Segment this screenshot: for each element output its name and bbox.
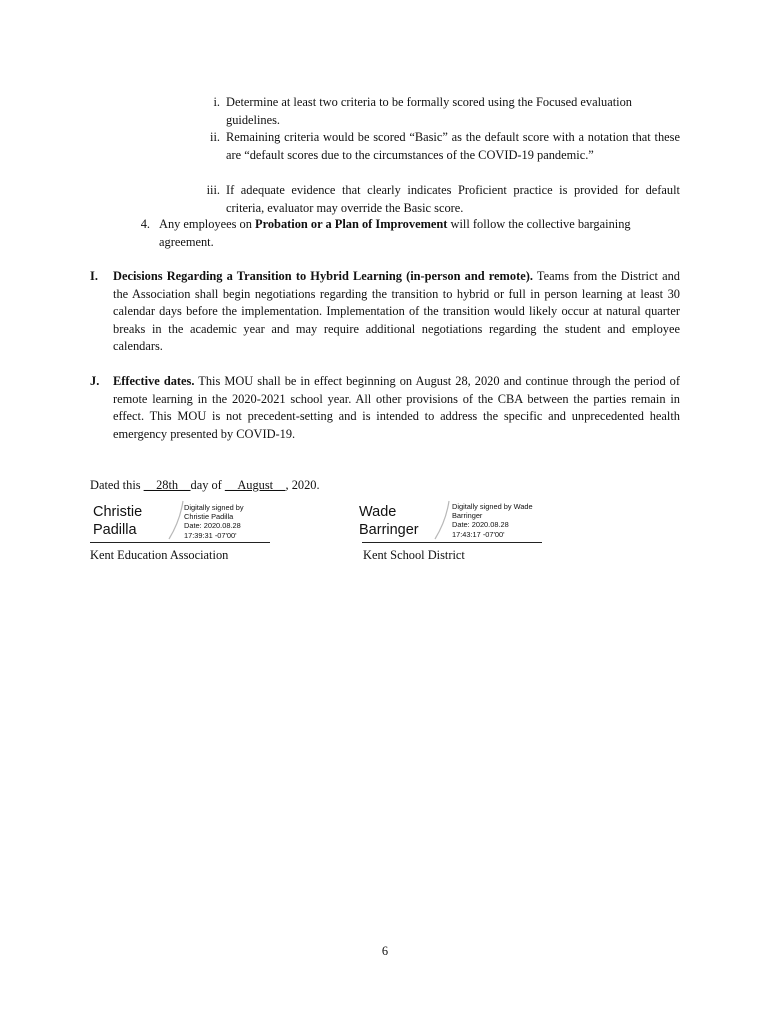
list-item-text: If adequate evidence that clearly indicates Proficient practice is provided for default criteria, evaluator may override the Basic score. bbox=[226, 183, 680, 215]
section-body: Teams from the District and the Association shall begin negotiations regarding the transition to hybrid or full in person learning at least 30 calendar days before the implementation. Implementation of the transition would likely occur at natural quarter breaks in the academic year and may require additional negotiations regarding the student and employee calendars. bbox=[113, 269, 680, 354]
dated-prefix: Dated this bbox=[90, 478, 144, 492]
item4-post: will follow the collective bargaining agreement. bbox=[159, 217, 631, 249]
page-number: 6 bbox=[381, 944, 389, 958]
section-title: Effective dates. bbox=[113, 374, 195, 388]
list-marker: 4. bbox=[140, 217, 150, 231]
section-text bbox=[113, 268, 680, 356]
dated-line bbox=[90, 478, 320, 493]
signature-detail bbox=[452, 502, 533, 539]
signature-detail bbox=[184, 503, 244, 540]
signature-detail-line: Date: 2020.08.28 bbox=[184, 521, 241, 531]
signature-detail-line: Barringer bbox=[452, 511, 483, 521]
signature-detail-line: Digitally signed by bbox=[184, 503, 244, 512]
signature-line bbox=[90, 542, 270, 543]
item4-pre: Any employees on bbox=[159, 217, 256, 231]
list-item-text bbox=[159, 216, 680, 251]
signature-name-last: Barringer bbox=[359, 522, 419, 538]
signature-slash-icon bbox=[432, 499, 452, 541]
section-i bbox=[90, 268, 680, 356]
signature-detail-line: Digitally signed by Wade bbox=[452, 502, 533, 511]
signature-organization: Kent Education Association bbox=[90, 548, 229, 562]
list-item-roman-ii bbox=[190, 129, 680, 164]
list-marker: ii. bbox=[210, 130, 220, 144]
signature-slash-icon bbox=[166, 499, 186, 541]
section-text bbox=[113, 373, 680, 443]
signature-organization: Kent School District bbox=[363, 548, 465, 562]
dated-suffix: , 2020. bbox=[285, 478, 320, 492]
list-marker: iii. bbox=[206, 183, 220, 197]
list-item-text: Remaining criteria would be scored “Basic” as the default score with a notation that these are “default scores due to the circumstances of the COVID-19 pandemic.” bbox=[226, 130, 680, 162]
signature-detail-line: Date: 2020.08.28 bbox=[452, 520, 509, 530]
dated-middle: day of bbox=[190, 478, 225, 492]
list-item-4 bbox=[128, 216, 680, 251]
section-letter: J. bbox=[90, 374, 100, 388]
signature-line bbox=[362, 542, 542, 543]
section-title: Decisions Regarding a Transition to Hybrid Learning (in-person and remote). bbox=[113, 269, 533, 283]
list-marker: i. bbox=[213, 95, 220, 109]
signature-detail-line: 17:43:17 -07'00' bbox=[452, 529, 505, 539]
dated-day: __28th__ bbox=[143, 478, 191, 492]
section-body: This MOU shall be in effect beginning on August 28, 2020 and continue through the period of remote learning in the 2020-2021 school year. All other provisions of the CBA between the parties remain in effect. This MOU is not precedent-setting and is intended to address the specific and unprecedented health emergency presented by COVID-19. bbox=[113, 374, 680, 441]
list-item-roman-iii bbox=[190, 182, 680, 217]
item4-bold: Probation or a Plan of Improvement bbox=[255, 217, 448, 231]
signature-name-first: Christie bbox=[93, 504, 143, 520]
section-letter: I. bbox=[90, 269, 98, 283]
dated-month: __August__ bbox=[224, 478, 286, 492]
section-j bbox=[90, 373, 680, 443]
signature-detail-line: 17:39:31 -07'00' bbox=[184, 530, 237, 540]
signature-detail-line: Christie Padilla bbox=[184, 512, 234, 522]
signature-name-first: Wade bbox=[359, 504, 397, 520]
list-item-text: Determine at least two criteria to be formally scored using the Focused evaluation guidelines. bbox=[226, 95, 633, 127]
list-item-roman-i bbox=[190, 94, 680, 129]
signature-name-last: Padilla bbox=[93, 522, 137, 538]
